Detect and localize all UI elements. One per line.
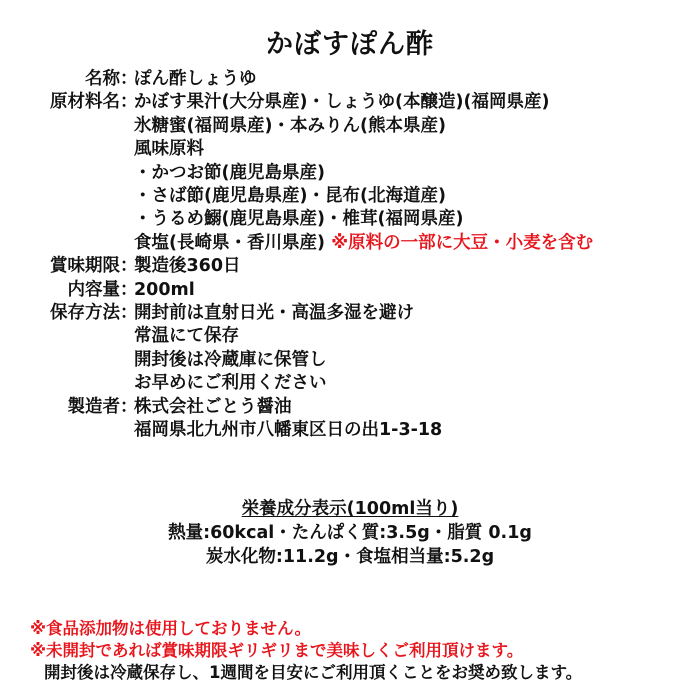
spec-row-volume [18, 279, 688, 302]
spec-row-storage [18, 302, 688, 325]
spec-colon: ： [120, 256, 138, 277]
page-title: かぼすぽん酢 [266, 29, 434, 60]
spec-row-name [18, 68, 688, 91]
spec-label-name: 名称 [85, 69, 120, 89]
nutrition-facts [0, 497, 700, 569]
ingredients-line: 氷糖蜜(福岡県産)・本みりん(熊本県産) [134, 115, 446, 136]
ingredients-line: 風味原料 [134, 139, 204, 160]
spec-row-ingredients [18, 91, 688, 114]
ingredients-line: かぼす果汁(大分県産)・しょうゆ(本醸造)(福岡県産) [134, 92, 550, 113]
spec-label-storage: 保存方法 [50, 303, 120, 324]
ingredients-line: ・かつお節(鹿児島県産) [134, 162, 325, 183]
note-no-additives: ※食品添加物は使用しておりません。 [30, 619, 312, 638]
spec-colon: ： [120, 279, 138, 300]
ingredients-line: ・さば節(鹿児島県産)・昆布(北海道産) [134, 186, 446, 207]
note-after-opening: 開封後は冷蔵保存し、1週間を目安にご利用頂くことをお奨め致します。 [44, 663, 583, 682]
nutrition-line-2: 炭水化物:11.2g・食塩相当量:5.2g [205, 547, 495, 567]
storage-line: 常温にて保存 [134, 326, 239, 347]
spec-label-volume: 内容量 [67, 279, 120, 300]
ingredients-line: ・うるめ鰯(鹿児島県産)・椎茸(福岡県産) [134, 209, 464, 230]
spec-colon: ： [120, 303, 138, 324]
notes [30, 618, 695, 684]
note-unopened: ※未開封であれば賞味期限ギリギリまで美味しくご利用頂けます。 [30, 641, 524, 660]
spec-label-best-before: 賞味期限 [50, 256, 120, 277]
maker-company: 株式会社ごとう醤油 [134, 396, 292, 417]
nutrition-line-1: 熱量:60kcal・たんぱく質:3.5g・脂質 0.1g [168, 523, 532, 543]
spec-label-ingredients: 原材料名 [50, 92, 120, 113]
spec-label-maker: 製造者 [67, 396, 120, 417]
storage-line: お早めにご利用ください [134, 373, 327, 394]
spec-colon: ： [120, 69, 138, 89]
ingredients-last-line [18, 232, 688, 255]
nutrition-title-text: 栄養成分表示(100ml当り) [241, 499, 459, 519]
maker-address: 福岡県北九州市八幡東区日の出1-3-18 [134, 420, 443, 441]
spec-row-maker [18, 396, 688, 419]
product-spec [18, 68, 688, 443]
spec-value-best-before: 製造後360日 [134, 256, 241, 277]
allergen-warning: ※原料の一部に大豆・小麦を含む [331, 232, 594, 253]
spec-value-volume: 200ml [134, 279, 195, 300]
nutrition-title [0, 497, 700, 521]
storage-line: 開封前は直射日光・高温多湿を避け [134, 303, 414, 324]
spec-colon: ： [120, 92, 138, 113]
spec-row-best-before [18, 255, 688, 278]
ingredients-salt: 食塩(長崎県・香川県産) [134, 232, 325, 253]
spec-value-name: ぽん酢しょうゆ [134, 69, 257, 89]
spec-colon: ： [120, 396, 138, 417]
storage-line: 開封後は冷蔵庫に保管し [134, 349, 327, 370]
